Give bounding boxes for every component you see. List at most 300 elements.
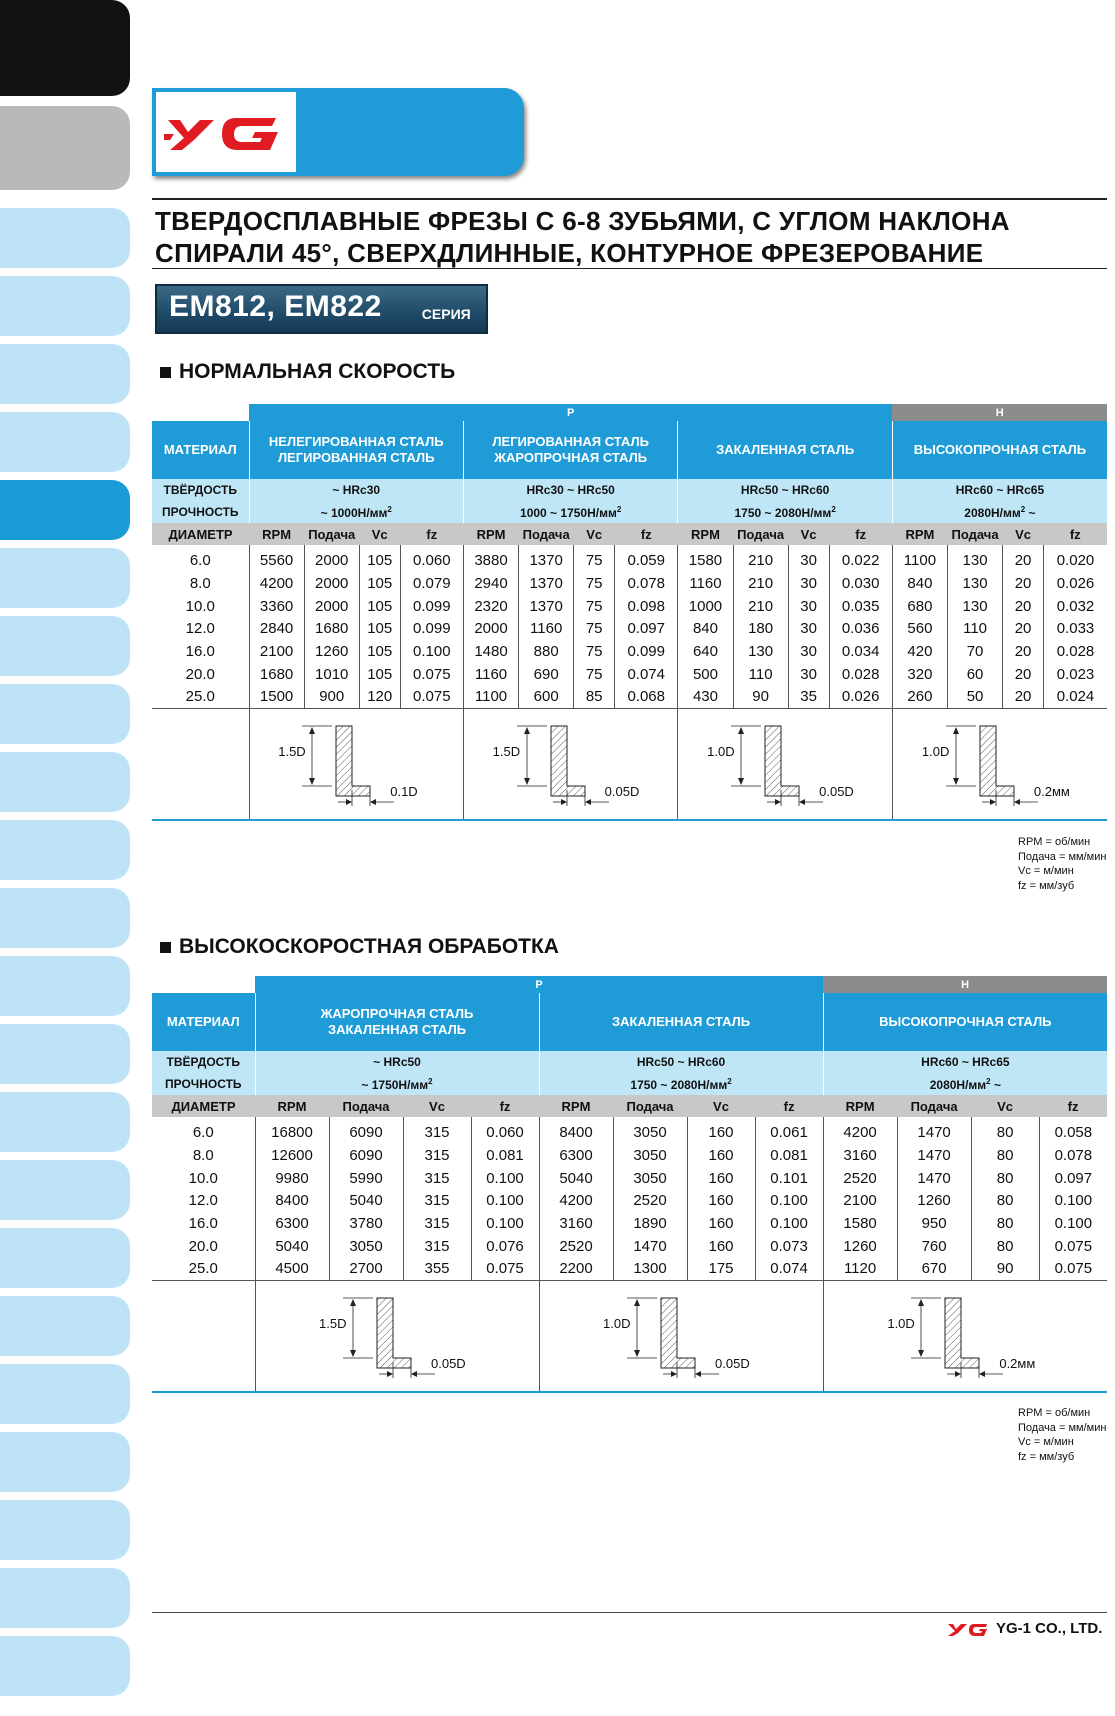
side-tab-11[interactable] xyxy=(0,888,130,948)
diameter-label: ДИАМЕТР xyxy=(152,1095,255,1117)
value-cell: 9980 xyxy=(255,1167,329,1190)
value-cell: 1370 xyxy=(519,595,574,618)
value-cell: 0.100 xyxy=(400,640,463,663)
side-tab-1[interactable] xyxy=(0,208,130,268)
value-cell: 2100 xyxy=(249,640,304,663)
material-name: ЛЕГИРОВАННАЯ СТАЛЬ xyxy=(492,434,649,449)
depth-label: 1.0D xyxy=(603,1315,631,1331)
column-header: fz xyxy=(615,523,678,545)
side-tab-18[interactable] xyxy=(0,1364,130,1424)
value-cell: 0.075 xyxy=(1039,1235,1107,1258)
side-tab-13[interactable] xyxy=(0,1024,130,1084)
value-cell: 1010 xyxy=(304,663,359,686)
hardness-cell: ~ HRc30 xyxy=(249,479,463,501)
value-cell: 105 xyxy=(359,572,400,595)
material-name-2: ЗАКАЛЕННАЯ СТАЛЬ xyxy=(327,1022,467,1037)
diameter-cell: 16.0 xyxy=(188,1214,218,1232)
material-name-2: ЖАРОПРОЧНАЯ СТАЛЬ xyxy=(494,450,648,465)
value-cell: 1370 xyxy=(519,572,574,595)
value-cell: 0.076 xyxy=(471,1235,539,1258)
depth-label: 1.5D xyxy=(319,1315,347,1331)
value-cell: 1470 xyxy=(613,1235,687,1258)
yg-logo-icon xyxy=(164,110,288,154)
series-badge xyxy=(155,284,488,334)
hardness-cell: HRc50 ~ HRc60 xyxy=(539,1051,823,1073)
side-tab-15[interactable] xyxy=(0,1160,130,1220)
cut-profile-diagram xyxy=(576,1286,786,1386)
value-cell: 130 xyxy=(948,595,1003,618)
value-cell: 2000 xyxy=(304,545,359,572)
value-cell: 0.020 xyxy=(1043,545,1107,572)
value-cell: 950 xyxy=(897,1212,971,1235)
value-cell: 75 xyxy=(574,595,615,618)
value-cell: 0.028 xyxy=(1043,640,1107,663)
value-cell: 1300 xyxy=(613,1257,687,1280)
table-row xyxy=(152,640,1107,663)
value-cell: 75 xyxy=(574,545,615,572)
legend-line: RPM = об/мин xyxy=(1018,836,1091,848)
value-cell: 2000 xyxy=(463,617,518,640)
value-cell: 880 xyxy=(519,640,574,663)
hardness-cell: HRc60 ~ HRc65 xyxy=(892,479,1107,501)
diagram-cell xyxy=(539,1280,823,1392)
material-name-2: ЛЕГИРОВАННАЯ СТАЛЬ xyxy=(277,450,435,465)
diagram-spacer xyxy=(152,708,249,820)
diameter-cell: 6.0 xyxy=(189,552,211,569)
side-tab-21[interactable] xyxy=(0,1568,130,1628)
value-cell: 0.099 xyxy=(615,640,678,663)
column-header: Vc xyxy=(1003,523,1044,545)
diagram-cell xyxy=(823,1280,1107,1392)
depth-label: 1.5D xyxy=(278,743,306,759)
column-header: Подача xyxy=(948,523,1003,545)
material-cell xyxy=(539,993,823,1051)
value-cell: 0.030 xyxy=(829,572,892,595)
diameter-cell: 12.0 xyxy=(185,620,215,638)
value-cell: 680 xyxy=(892,595,947,618)
value-cell: 130 xyxy=(948,545,1003,572)
column-header: fz xyxy=(755,1095,823,1117)
value-cell: 2520 xyxy=(823,1167,897,1190)
value-cell: 0.026 xyxy=(1043,572,1107,595)
offset-label: 0.05D xyxy=(819,783,854,799)
cut-profile-diagram xyxy=(860,1286,1070,1386)
value-cell: 355 xyxy=(403,1257,471,1280)
diameter-cell: 8.0 xyxy=(189,574,211,592)
diameter-cell: 25.0 xyxy=(152,1257,255,1280)
value-cell: 1370 xyxy=(519,545,574,572)
value-cell: 80 xyxy=(971,1117,1039,1144)
value-cell: 16800 xyxy=(255,1117,329,1144)
diameter-cell: 20.0 xyxy=(188,1237,218,1255)
value-cell: 0.033 xyxy=(1043,617,1107,640)
column-header-row xyxy=(152,523,1107,545)
side-tab-gray[interactable] xyxy=(0,106,130,190)
units-legend-normal xyxy=(1018,835,1106,893)
value-cell: 20 xyxy=(1003,640,1044,663)
value-cell: 105 xyxy=(359,663,400,686)
value-cell: 0.036 xyxy=(829,617,892,640)
group-h-header: H xyxy=(823,976,1107,993)
value-cell: 0.073 xyxy=(755,1235,823,1258)
side-tab-5[interactable] xyxy=(0,480,130,540)
column-header: Vc xyxy=(359,523,400,545)
offset-label: 0.05D xyxy=(715,1355,750,1371)
cut-profile-diagram xyxy=(471,714,671,814)
value-cell: 105 xyxy=(359,545,400,572)
column-header: RPM xyxy=(892,523,947,545)
value-cell: 5040 xyxy=(255,1235,329,1258)
value-cell: 315 xyxy=(403,1212,471,1235)
value-cell: 0.075 xyxy=(400,685,463,708)
value-cell: 560 xyxy=(892,617,947,640)
value-cell: 85 xyxy=(574,685,615,708)
strength-label: ПРОЧНОСТЬ xyxy=(152,501,249,523)
value-cell: 0.075 xyxy=(471,1257,539,1280)
diagram-wrap xyxy=(685,714,885,814)
strength-cell xyxy=(892,501,1107,523)
value-cell: 1100 xyxy=(892,545,947,572)
value-cell: 0.034 xyxy=(829,640,892,663)
value-cell: 2200 xyxy=(539,1257,613,1280)
value-cell: 2700 xyxy=(329,1257,403,1280)
value-cell: 160 xyxy=(687,1212,755,1235)
value-cell: 3780 xyxy=(329,1212,403,1235)
value-cell: 3880 xyxy=(463,545,518,572)
value-cell: 2520 xyxy=(613,1189,687,1212)
column-header: fz xyxy=(1043,523,1107,545)
title-line-1: ТВЕРДОСПЛАВНЫЕ ФРЕЗЫ С 6-8 ЗУБЬЯМИ, С УГЛОМ НАКЛОНА xyxy=(155,206,1010,236)
side-tab-top[interactable] xyxy=(0,0,130,96)
column-header: fz xyxy=(1039,1095,1107,1117)
column-header: RPM xyxy=(463,523,518,545)
material-cell xyxy=(823,993,1107,1051)
diameter-cell: 10.0 xyxy=(185,597,215,615)
value-cell: 0.026 xyxy=(829,685,892,708)
value-cell: 3160 xyxy=(823,1144,897,1167)
value-cell: 1580 xyxy=(823,1212,897,1235)
value-cell: 30 xyxy=(788,640,829,663)
diameter-cell: 20.0 xyxy=(185,665,215,683)
value-cell: 4200 xyxy=(249,572,304,595)
value-cell: 30 xyxy=(788,595,829,618)
diameter-cell: 16.0 xyxy=(185,642,215,660)
value-cell: 420 xyxy=(892,640,947,663)
side-tab-22[interactable] xyxy=(0,1636,130,1696)
value-cell: 3160 xyxy=(539,1212,613,1235)
material-row xyxy=(152,421,1107,479)
diameter-label: ДИАМЕТР xyxy=(152,523,249,545)
value-cell: 0.100 xyxy=(471,1212,539,1235)
table-row xyxy=(152,617,1107,640)
value-cell: 1580 xyxy=(678,545,733,572)
value-cell: 4500 xyxy=(255,1257,329,1280)
side-tab-4[interactable] xyxy=(0,412,130,472)
strength-exponent: 2 xyxy=(831,504,836,514)
table-row xyxy=(152,1167,1107,1190)
value-cell: 500 xyxy=(678,663,733,686)
value-cell: 210 xyxy=(733,545,788,572)
diameter-cell: 6.0 xyxy=(192,1124,214,1141)
brand-header-bar xyxy=(152,88,524,176)
value-cell: 0.097 xyxy=(615,617,678,640)
diagram-wrap xyxy=(900,714,1100,814)
normal-speed-table xyxy=(152,404,1107,821)
value-cell: 90 xyxy=(733,685,788,708)
strength-value: 1750 ~ 2080Н/мм xyxy=(630,1077,728,1092)
value-cell: 20 xyxy=(1003,595,1044,618)
side-tab-16[interactable] xyxy=(0,1228,130,1288)
strength-cell xyxy=(678,501,892,523)
hardness-cell: HRc60 ~ HRc65 xyxy=(823,1051,1107,1073)
value-cell: 900 xyxy=(304,685,359,708)
value-cell: 0.060 xyxy=(471,1117,539,1144)
side-tab-14[interactable] xyxy=(0,1092,130,1152)
legend-line: fz = мм/зуб xyxy=(1018,879,1075,892)
value-cell: 210 xyxy=(733,595,788,618)
value-cell: 315 xyxy=(403,1144,471,1167)
strength-exponent: 2 xyxy=(616,504,622,514)
side-tab-9[interactable] xyxy=(0,752,130,812)
diagram-wrap xyxy=(471,714,671,814)
value-cell: 315 xyxy=(403,1189,471,1212)
hardness-cell: HRc30 ~ HRc50 xyxy=(463,479,677,501)
value-cell: 20 xyxy=(1003,617,1044,640)
diagram-row xyxy=(152,1280,1107,1392)
value-cell: 2000 xyxy=(304,595,359,618)
table-row xyxy=(152,663,1107,686)
side-tab-17[interactable] xyxy=(0,1296,130,1356)
side-tab-2[interactable] xyxy=(0,276,130,336)
strength-value: ~ 1000Н/мм xyxy=(320,505,388,520)
hardness-row xyxy=(152,479,1107,501)
value-cell: 1470 xyxy=(897,1117,971,1144)
table-row xyxy=(152,1235,1107,1258)
series-name: EM812, EM822 xyxy=(169,290,382,323)
legend-line: Vc = м/мин xyxy=(1018,865,1074,877)
diagram-cell xyxy=(678,708,892,820)
value-cell: 315 xyxy=(403,1117,471,1144)
value-cell: 0.100 xyxy=(471,1189,539,1212)
cut-profile-diagram xyxy=(292,1286,502,1386)
value-cell: 0.035 xyxy=(829,595,892,618)
value-cell: 1000 xyxy=(678,595,733,618)
side-tab-20[interactable] xyxy=(0,1500,130,1560)
value-cell: 1500 xyxy=(249,685,304,708)
value-cell: 30 xyxy=(788,572,829,595)
yg-logo xyxy=(156,92,296,172)
group-p-header: P xyxy=(249,404,892,421)
diagram-wrap xyxy=(292,1286,502,1386)
value-cell: 4200 xyxy=(823,1117,897,1144)
side-tab-19[interactable] xyxy=(0,1432,130,1492)
material-row xyxy=(152,993,1107,1051)
value-cell: 35 xyxy=(788,685,829,708)
strength-value: 1750 ~ 2080Н/мм xyxy=(734,505,832,520)
value-cell: 50 xyxy=(948,685,1003,708)
depth-label: 1.0D xyxy=(921,743,950,759)
column-header: Подача xyxy=(613,1095,687,1117)
table-row xyxy=(152,1257,1107,1280)
value-cell: 120 xyxy=(359,685,400,708)
value-cell: 20 xyxy=(1003,545,1044,572)
diagram-cell xyxy=(463,708,677,820)
value-cell: 60 xyxy=(948,663,1003,686)
value-cell: 1160 xyxy=(519,617,574,640)
value-cell: 5560 xyxy=(249,545,304,572)
strength-cell xyxy=(249,501,463,523)
value-cell: 0.061 xyxy=(755,1117,823,1144)
value-cell: 0.032 xyxy=(1043,595,1107,618)
strength-cell xyxy=(255,1073,539,1095)
value-cell: 210 xyxy=(733,572,788,595)
diameter-cell: 12.0 xyxy=(188,1192,218,1210)
material-label: МАТЕРИАЛ xyxy=(152,421,249,479)
group-p-header: P xyxy=(255,976,823,993)
value-cell: 0.074 xyxy=(755,1257,823,1280)
section-high-heading xyxy=(160,935,559,959)
column-header: Подача xyxy=(897,1095,971,1117)
side-tab-12[interactable] xyxy=(0,956,130,1016)
value-cell: 0.022 xyxy=(829,545,892,572)
value-cell: 30 xyxy=(788,663,829,686)
material-name: ЗАКАЛЕННАЯ СТАЛЬ xyxy=(611,1014,751,1029)
value-cell: 0.059 xyxy=(615,545,678,572)
value-cell: 2000 xyxy=(304,572,359,595)
value-cell: 0.074 xyxy=(615,663,678,686)
column-header: Vc xyxy=(403,1095,471,1117)
column-header: fz xyxy=(829,523,892,545)
footer-brand xyxy=(946,1620,1102,1637)
units-legend-high xyxy=(1018,1406,1106,1464)
column-header: RPM xyxy=(249,523,304,545)
diagram-wrap xyxy=(576,1286,786,1386)
value-cell: 160 xyxy=(687,1235,755,1258)
strength-exponent: 2 xyxy=(428,1076,433,1086)
value-cell: 1260 xyxy=(304,640,359,663)
material-name: ЖАРОПРОЧНАЯ СТАЛЬ xyxy=(320,1006,474,1021)
group-row xyxy=(152,976,1107,993)
value-cell: 0.060 xyxy=(400,545,463,572)
value-cell: 315 xyxy=(403,1235,471,1258)
value-cell: 75 xyxy=(574,617,615,640)
value-cell: 160 xyxy=(687,1144,755,1167)
strength-exponent: 2 xyxy=(986,1076,991,1086)
value-cell: 160 xyxy=(687,1189,755,1212)
column-header: RPM xyxy=(539,1095,613,1117)
strength-exponent: 2 xyxy=(387,504,392,514)
value-cell: 30 xyxy=(788,617,829,640)
column-header: RPM xyxy=(823,1095,897,1117)
value-cell: 670 xyxy=(897,1257,971,1280)
value-cell: 20 xyxy=(1003,663,1044,686)
value-cell: 180 xyxy=(733,617,788,640)
column-header: RPM xyxy=(255,1095,329,1117)
side-tab-10[interactable] xyxy=(0,820,130,880)
value-cell: 1890 xyxy=(613,1212,687,1235)
diagram-wrap xyxy=(860,1286,1070,1386)
footer-company: YG-1 CO., LTD. xyxy=(996,1620,1103,1637)
value-cell: 1260 xyxy=(823,1235,897,1258)
strength-cell xyxy=(539,1073,823,1095)
strength-tail: ~ xyxy=(1025,505,1036,520)
value-cell: 430 xyxy=(678,685,733,708)
value-cell: 110 xyxy=(733,663,788,686)
side-tab-3[interactable] xyxy=(0,344,130,404)
material-name: НЕЛЕГИРОВАННАЯ СТАЛЬ xyxy=(268,434,444,449)
value-cell: 75 xyxy=(574,640,615,663)
diameter-cell: 8.0 xyxy=(192,1146,214,1164)
legend-line: fz = мм/зуб xyxy=(1018,1450,1075,1463)
diagram-cell xyxy=(249,708,463,820)
value-cell: 0.023 xyxy=(1043,663,1107,686)
table-row xyxy=(152,1117,1107,1144)
value-cell: 840 xyxy=(678,617,733,640)
column-header: Vc xyxy=(971,1095,1039,1117)
side-tab-7[interactable] xyxy=(0,616,130,676)
cut-profile-diagram xyxy=(685,714,885,814)
strength-row xyxy=(152,1073,1107,1095)
offset-label: 0.2мм xyxy=(999,1355,1036,1371)
strength-cell xyxy=(823,1073,1107,1095)
value-cell: 105 xyxy=(359,617,400,640)
strength-exponent: 2 xyxy=(727,1076,732,1086)
series-word: СЕРИЯ xyxy=(421,306,471,322)
table-row xyxy=(152,1189,1107,1212)
depth-label: 1.5D xyxy=(492,743,521,759)
group-h-header: H xyxy=(892,404,1107,421)
value-cell: 6300 xyxy=(255,1212,329,1235)
diameter-cell: 25.0 xyxy=(152,685,249,708)
material-cell xyxy=(255,993,539,1051)
diagram-cell xyxy=(892,708,1107,820)
value-cell: 5040 xyxy=(539,1167,613,1190)
column-header: Подача xyxy=(519,523,574,545)
material-name: ВЫСОКОПРОЧНАЯ СТАЛЬ xyxy=(879,1014,1052,1029)
diagram-wrap xyxy=(256,714,456,814)
value-cell: 2320 xyxy=(463,595,518,618)
group-spacer xyxy=(152,404,249,421)
bullet-icon xyxy=(160,367,171,378)
value-cell: 0.078 xyxy=(1039,1144,1107,1167)
diameter-cell: 10.0 xyxy=(188,1169,218,1187)
side-tab-6[interactable] xyxy=(0,548,130,608)
title-line-2: СПИРАЛИ 45°, СВЕРХДЛИННЫЕ, КОНТУРНОЕ ФРЕЗЕРОВАНИЕ xyxy=(155,238,984,268)
value-cell: 0.058 xyxy=(1039,1117,1107,1144)
value-cell: 80 xyxy=(971,1167,1039,1190)
hardness-label: ТВЁРДОСТЬ xyxy=(152,1051,255,1073)
cut-profile-diagram xyxy=(256,714,456,814)
value-cell: 0.075 xyxy=(1039,1257,1107,1280)
side-tab-8[interactable] xyxy=(0,684,130,744)
value-cell: 20 xyxy=(1003,685,1044,708)
value-cell: 90 xyxy=(971,1257,1039,1280)
diagram-row xyxy=(152,708,1107,820)
value-cell: 175 xyxy=(687,1257,755,1280)
strength-row xyxy=(152,501,1107,523)
value-cell: 6090 xyxy=(329,1144,403,1167)
value-cell: 5040 xyxy=(329,1189,403,1212)
value-cell: 8400 xyxy=(539,1117,613,1144)
value-cell: 1680 xyxy=(249,663,304,686)
strength-value: 1000 ~ 1750Н/мм xyxy=(520,505,617,520)
value-cell: 2520 xyxy=(539,1235,613,1258)
group-row xyxy=(152,404,1107,421)
material-cell xyxy=(678,421,892,479)
value-cell: 75 xyxy=(574,572,615,595)
strength-cell xyxy=(463,501,677,523)
hardness-cell: ~ HRc50 xyxy=(255,1051,539,1073)
